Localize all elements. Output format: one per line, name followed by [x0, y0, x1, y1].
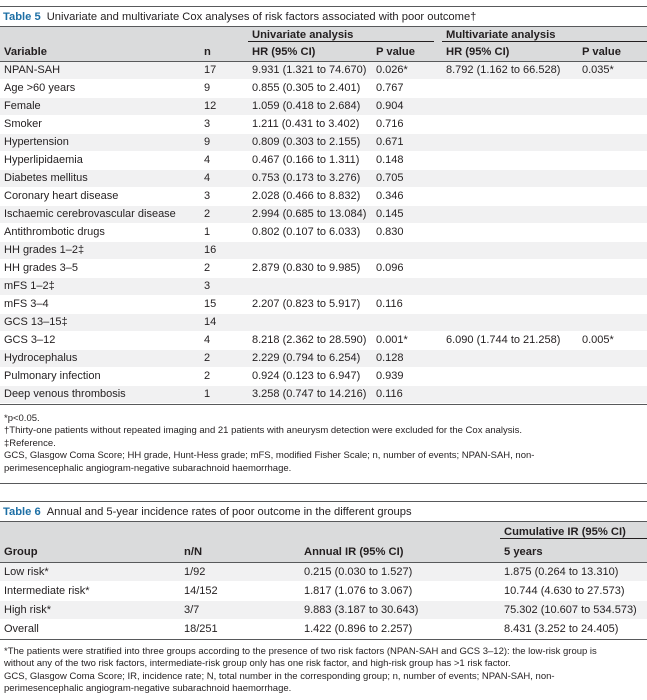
- cell-n: 16: [200, 241, 248, 259]
- footnote: GCS, Glasgow Coma Score; IR, incidence rate; N, total number in the corresponding group; n, number of events; NPAN-SAH, non-: [4, 670, 555, 682]
- cell-p: 0.145: [372, 205, 442, 223]
- cell-mhr: [442, 277, 578, 295]
- table-row: [0, 581, 647, 600]
- cell-annual: 0.215 (0.030 to 1.527): [300, 562, 500, 581]
- cell-hr: 8.218 (2.362 to 28.590): [248, 331, 372, 349]
- cell-nn: 3/7: [180, 600, 300, 619]
- table-6: [0, 501, 647, 700]
- footnote: perimesencephalic angiogram-negative subarachnoid haemorrhage.: [4, 462, 292, 474]
- cell-hr: 2.207 (0.823 to 5.917): [248, 295, 372, 313]
- cell-mp: [578, 205, 647, 223]
- cell-hr: 0.855 (0.305 to 2.401): [248, 79, 372, 97]
- cell-variable: Diabetes mellitus: [0, 169, 200, 187]
- cell-n: 1: [200, 385, 248, 403]
- cell-variable: Ischaemic cerebrovascular disease: [0, 205, 200, 223]
- cell-mp: [578, 133, 647, 151]
- col-n: n: [200, 44, 248, 61]
- cell-mp: [578, 349, 647, 367]
- cell-p: 0.830: [372, 223, 442, 241]
- col-variable: Variable: [0, 44, 200, 61]
- cell-mp: [578, 385, 647, 403]
- cumulative-header: Cumulative IR (95% CI): [500, 526, 647, 539]
- footnote: GCS, Glasgow Coma Score; HH grade, Hunt-Hess grade; mFS, modified Fisher Scale; n, number of events; NPAN-SAH, non-: [4, 450, 535, 462]
- cell-variable: Antithrombotic drugs: [0, 223, 200, 241]
- cell-mp: [578, 223, 647, 241]
- cell-hr: 0.809 (0.303 to 2.155): [248, 133, 372, 151]
- footnote: ‡Reference.: [4, 437, 56, 449]
- cell-n: 2: [200, 367, 248, 385]
- cell-mp: [578, 277, 647, 295]
- cell-mp: [578, 295, 647, 313]
- cell-hr: [248, 313, 372, 331]
- univariate-header: Univariate analysis: [248, 29, 434, 42]
- cell-mp: [578, 313, 647, 331]
- table-5-grid: [0, 27, 647, 404]
- cell-n: 4: [200, 151, 248, 169]
- table-5-group-header: [0, 27, 647, 44]
- cell-group: Intermediate risk*: [0, 581, 180, 600]
- cell-mp: [578, 367, 647, 385]
- cell-n: 2: [200, 349, 248, 367]
- table-5-caption: [0, 6, 647, 27]
- cell-variable: GCS 3–12: [0, 331, 200, 349]
- cell-p: 0.705: [372, 169, 442, 187]
- cell-mp: [578, 241, 647, 259]
- cell-annual: 1.817 (1.076 to 3.067): [300, 581, 500, 600]
- cell-mhr: [442, 133, 578, 151]
- cell-hr: 0.467 (0.166 to 1.311): [248, 151, 372, 169]
- table-row: [0, 295, 647, 313]
- col-group: Group: [0, 542, 180, 562]
- cell-hr: 0.802 (0.107 to 6.033): [248, 223, 372, 241]
- cell-mhr: 6.090 (1.744 to 21.258): [442, 331, 578, 349]
- cell-mp: 0.035*: [578, 61, 647, 79]
- cell-p: 0.939: [372, 367, 442, 385]
- cell-five: 1.875 (0.264 to 13.310): [500, 562, 647, 581]
- cell-variable: Coronary heart disease: [0, 187, 200, 205]
- cell-group: High risk*: [0, 600, 180, 619]
- cell-nn: 1/92: [180, 562, 300, 581]
- table-6-grid: [0, 522, 647, 639]
- cell-hr: [248, 277, 372, 295]
- cell-hr: 3.258 (0.747 to 14.216): [248, 385, 372, 403]
- cell-mhr: [442, 223, 578, 241]
- cell-hr: [248, 241, 372, 259]
- cell-variable: GCS 13–15‡: [0, 313, 200, 331]
- table-6-title: Annual and 5-year incidence rates of poor outcome in the different groups: [46, 505, 412, 518]
- table-row: [0, 115, 647, 133]
- table-row: [0, 562, 647, 581]
- cell-hr: 0.753 (0.173 to 3.276): [248, 169, 372, 187]
- cell-variable: Age >60 years: [0, 79, 200, 97]
- cell-p: [372, 277, 442, 295]
- cell-mp: 0.005*: [578, 331, 647, 349]
- cell-p: 0.001*: [372, 331, 442, 349]
- cell-hr: 2.994 (0.685 to 13.084): [248, 205, 372, 223]
- cell-mhr: [442, 169, 578, 187]
- table-6-caption: [0, 501, 647, 522]
- cell-hr: 1.211 (0.431 to 3.402): [248, 115, 372, 133]
- table-5-column-header: [0, 44, 647, 61]
- cell-p: 0.767: [372, 79, 442, 97]
- col-p: P value: [372, 44, 442, 61]
- cell-p: 0.128: [372, 349, 442, 367]
- cell-annual: 1.422 (0.896 to 2.257): [300, 619, 500, 638]
- table-row: [0, 61, 647, 79]
- table-row: [0, 277, 647, 295]
- cell-n: 15: [200, 295, 248, 313]
- col-hr: HR (95% CI): [248, 44, 372, 61]
- cell-five: 75.302 (10.607 to 534.573): [500, 600, 647, 619]
- cell-variable: NPAN-SAH: [0, 61, 200, 79]
- cell-hr: 1.059 (0.418 to 2.684): [248, 97, 372, 115]
- table-row: [0, 385, 647, 403]
- cell-mp: [578, 79, 647, 97]
- cell-n: 1: [200, 223, 248, 241]
- multivariate-header: Multivariate analysis: [442, 29, 647, 42]
- cell-mhr: [442, 187, 578, 205]
- table-row: [0, 600, 647, 619]
- cell-mhr: [442, 313, 578, 331]
- cell-p: 0.671: [372, 133, 442, 151]
- cell-p: [372, 241, 442, 259]
- cell-n: 3: [200, 277, 248, 295]
- table-row: [0, 313, 647, 331]
- table-row: [0, 169, 647, 187]
- table-row: [0, 259, 647, 277]
- cell-variable: Smoker: [0, 115, 200, 133]
- cell-p: 0.096: [372, 259, 442, 277]
- cell-hr: 2.879 (0.830 to 9.985): [248, 259, 372, 277]
- table-6-label: Table 6: [3, 505, 41, 518]
- cell-n: 3: [200, 115, 248, 133]
- cell-mhr: [442, 151, 578, 169]
- table-row: [0, 187, 647, 205]
- cell-variable: mFS 1–2‡: [0, 277, 200, 295]
- table-5-footnotes: [0, 404, 647, 476]
- table-row: [0, 151, 647, 169]
- cell-mhr: [442, 79, 578, 97]
- cell-mhr: [442, 115, 578, 133]
- cell-variable: Hypertension: [0, 133, 200, 151]
- table-row: [0, 223, 647, 241]
- cell-p: 0.148: [372, 151, 442, 169]
- table-6-footnotes: [0, 639, 647, 696]
- cell-hr: 2.229 (0.794 to 6.254): [248, 349, 372, 367]
- col-mp: P value: [578, 44, 647, 61]
- footnote: perimesencephalic angiogram-negative subarachnoid haemorrhage.: [4, 683, 292, 695]
- cell-group: Low risk*: [0, 562, 180, 581]
- cell-n: 2: [200, 259, 248, 277]
- cell-n: 2: [200, 205, 248, 223]
- cell-p: [372, 313, 442, 331]
- cell-n: 4: [200, 331, 248, 349]
- cell-hr: 0.924 (0.123 to 6.947): [248, 367, 372, 385]
- col-nn: n/N: [180, 542, 300, 562]
- cell-variable: Female: [0, 97, 200, 115]
- cell-p: 0.716: [372, 115, 442, 133]
- table-6-column-header: [0, 542, 647, 562]
- cell-variable: Deep venous thrombosis: [0, 385, 200, 403]
- cell-annual: 9.883 (3.187 to 30.643): [300, 600, 500, 619]
- cell-p: 0.026*: [372, 61, 442, 79]
- cell-n: 14: [200, 313, 248, 331]
- table-row: [0, 205, 647, 223]
- table-row: [0, 241, 647, 259]
- cell-nn: 18/251: [180, 619, 300, 638]
- table-6-group-header: [0, 522, 647, 542]
- cell-mhr: [442, 367, 578, 385]
- table-row: [0, 349, 647, 367]
- cell-five: 10.744 (4.630 to 27.573): [500, 581, 647, 600]
- footnote: †Thirty-one patients without repeated imaging and 21 patients with aneurysm detection were excluded for the Cox analysis.: [4, 425, 523, 437]
- table-row: [0, 331, 647, 349]
- cell-p: 0.116: [372, 385, 442, 403]
- cell-nn: 14/152: [180, 581, 300, 600]
- cell-mp: [578, 151, 647, 169]
- table-row: [0, 79, 647, 97]
- cell-variable: Hydrocephalus: [0, 349, 200, 367]
- footnote: *p<0.05.: [4, 412, 40, 424]
- cell-mhr: [442, 385, 578, 403]
- col-five: 5 years: [500, 542, 647, 562]
- table-row: [0, 367, 647, 385]
- cell-mp: [578, 169, 647, 187]
- table-5-label: Table 5: [3, 10, 41, 23]
- cell-variable: HH grades 3–5: [0, 259, 200, 277]
- cell-group: Overall: [0, 619, 180, 638]
- cell-mhr: [442, 205, 578, 223]
- cell-p: 0.116: [372, 295, 442, 313]
- cell-n: 9: [200, 133, 248, 151]
- cell-n: 9: [200, 79, 248, 97]
- cell-variable: HH grades 1–2‡: [0, 241, 200, 259]
- table-5: [0, 6, 647, 484]
- cell-mp: [578, 115, 647, 133]
- cell-mhr: [442, 349, 578, 367]
- cell-mhr: 8.792 (1.162 to 66.528): [442, 61, 578, 79]
- table-row: [0, 133, 647, 151]
- table-row: [0, 97, 647, 115]
- cell-variable: Pulmonary infection: [0, 367, 200, 385]
- cell-p: 0.904: [372, 97, 442, 115]
- cell-variable: Hyperlipidaemia: [0, 151, 200, 169]
- table-row: [0, 619, 647, 638]
- cell-n: 4: [200, 169, 248, 187]
- col-mhr: HR (95% CI): [442, 44, 578, 61]
- cell-mp: [578, 97, 647, 115]
- cell-mhr: [442, 295, 578, 313]
- cell-mhr: [442, 97, 578, 115]
- footnote: *The patients were stratified into three groups according to the presence of two risk factors (NPAN-SAH and GCS 3–12): the low-risk group is: [4, 645, 597, 657]
- cell-variable: mFS 3–4: [0, 295, 200, 313]
- cell-n: 3: [200, 187, 248, 205]
- cell-mp: [578, 187, 647, 205]
- cell-p: 0.346: [372, 187, 442, 205]
- cell-hr: 9.931 (1.321 to 74.670): [248, 61, 372, 79]
- cell-five: 8.431 (3.252 to 24.405): [500, 619, 647, 638]
- col-annual: Annual IR (95% CI): [300, 542, 500, 562]
- cell-n: 12: [200, 97, 248, 115]
- table-5-title: Univariate and multivariate Cox analyses of risk factors associated with poor outcome†: [46, 10, 477, 23]
- cell-n: 17: [200, 61, 248, 79]
- cell-hr: 2.028 (0.466 to 8.832): [248, 187, 372, 205]
- cell-mhr: [442, 241, 578, 259]
- footnote: without any of the two risk factors, intermediate-risk group only has one risk factor, and high-risk group has >1 risk factor.: [4, 658, 511, 670]
- cell-mhr: [442, 259, 578, 277]
- cell-mp: [578, 259, 647, 277]
